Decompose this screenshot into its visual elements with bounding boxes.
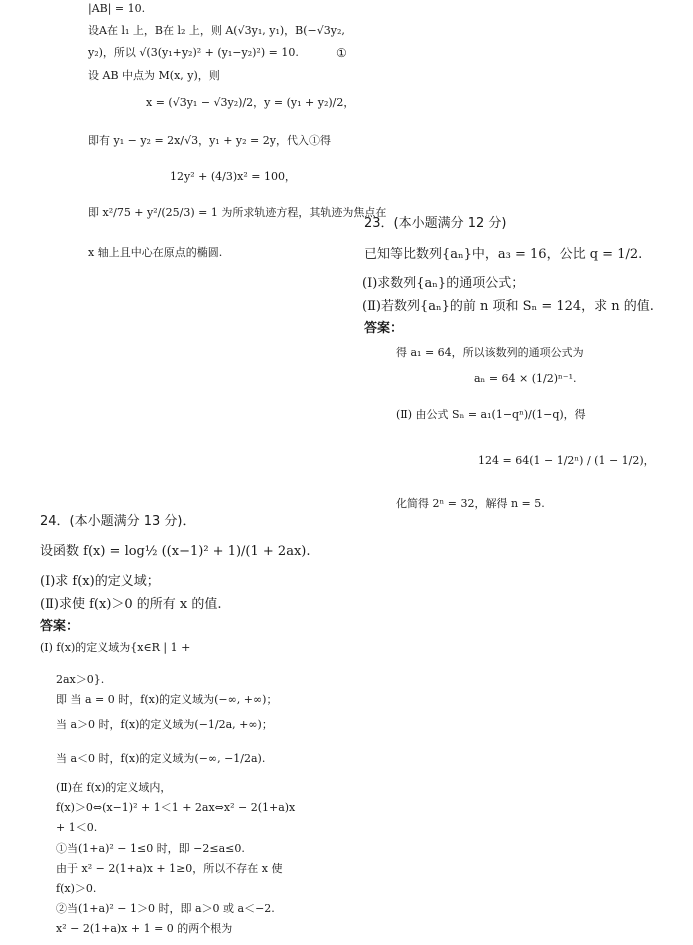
answer-line: 当 a＞0 时，f(x)的定义域为(−1/2a, +∞)； [56,718,273,731]
answer-line: 得 a₁ = 64，所以该数列的通项公式为 [396,346,584,359]
answer-line: 当 a＜0 时，f(x)的定义域为(−∞, −1/2a). [56,752,266,765]
answer-line: x² − 2(1+a)x + 1 = 0 的两个根为 [56,922,233,935]
question-title: 23．(本小题满分 12 分) [364,216,507,231]
answer-line: (Ⅱ)在 f(x)的定义域内， [56,781,172,794]
answer-label: 答案： [40,619,80,634]
solution-line: y₂)，所以 √(3(y₁+y₂)² + (y₁−y₂)²) = 10. [88,46,299,59]
answer-line: 2ax＞0}. [56,673,105,686]
answer-line: ①当(1+a)² − 1≤0 时，即 −2≤a≤0. [56,842,245,855]
answer-label: 答案： [364,321,404,336]
solution-line: 即 x²/75 + y²/(25/3) = 1 为所求轨迹方程，其轨迹为焦点在 [88,206,387,219]
answer-line: + 1＜0. [56,821,98,834]
equation-marker: ① [336,46,347,60]
solution-line: 设A在 l₁ 上，B在 l₂ 上，则 A(√3y₁, y₁)，B(−√3y₂, [88,24,345,37]
answer-line: (Ⅱ) 由公式 Sₙ = a₁(1−qⁿ)/(1−q)，得 [396,408,586,421]
answer-line: (Ⅰ) f(x)的定义域为{x∈R | 1 + [40,641,191,654]
answer-line: 即 当 a = 0 时，f(x)的定义域为(−∞, +∞)； [56,693,278,706]
answer-line: f(x)＞0⇔(x−1)² + 1＜1 + 2ax⇔x² − 2(1+a)x [56,801,296,814]
question-part-2: (Ⅱ)求使 f(x)＞0 的所有 x 的值. [40,597,222,612]
question-stem: 设函数 f(x) = log½ ((x−1)² + 1)/(1 + 2ax). [40,544,311,559]
question-stem: 已知等比数列{aₙ}中，a₃ = 16，公比 q = 1/2. [364,247,643,262]
answer-line: f(x)＞0. [56,882,97,895]
answer-line: 化简得 2ⁿ = 32，解得 n = 5. [396,497,545,510]
question-title: 24．(本小题满分 13 分)． [40,514,196,529]
question-part-1: (Ⅰ)求 f(x)的定义域； [40,574,160,589]
solution-line: 即有 y₁ − y₂ = 2x/√3，y₁ + y₂ = 2y，代入①得 [88,134,331,147]
solution-line: |AB| = 10. [88,2,146,15]
solution-line: x = (√3y₁ − √3y₂)/2，y = (y₁ + y₂)/2， [146,96,355,109]
answer-line: 由于 x² − 2(1+a)x + 1≥0，所以不存在 x 使 [56,862,283,875]
answer-line: ②当(1+a)² − 1＞0 时，即 a＞0 或 a＜−2. [56,902,275,915]
solution-line: x 轴上且中心在原点的椭圆. [88,246,223,259]
question-part-2: (Ⅱ)若数列{aₙ}的前 n 项和 Sₙ = 124，求 n 的值. [362,299,654,314]
question-part-1: (Ⅰ)求数列{aₙ}的通项公式； [362,276,525,291]
solution-line: 设 AB 中点为 M(x, y)，则 [88,69,220,82]
answer-line: aₙ = 64 × (1/2)ⁿ⁻¹. [474,372,577,385]
answer-line: 124 = 64(1 − 1/2ⁿ) / (1 − 1/2)， [478,454,655,467]
solution-line: 12y² + (4/3)x² = 100， [170,170,296,183]
